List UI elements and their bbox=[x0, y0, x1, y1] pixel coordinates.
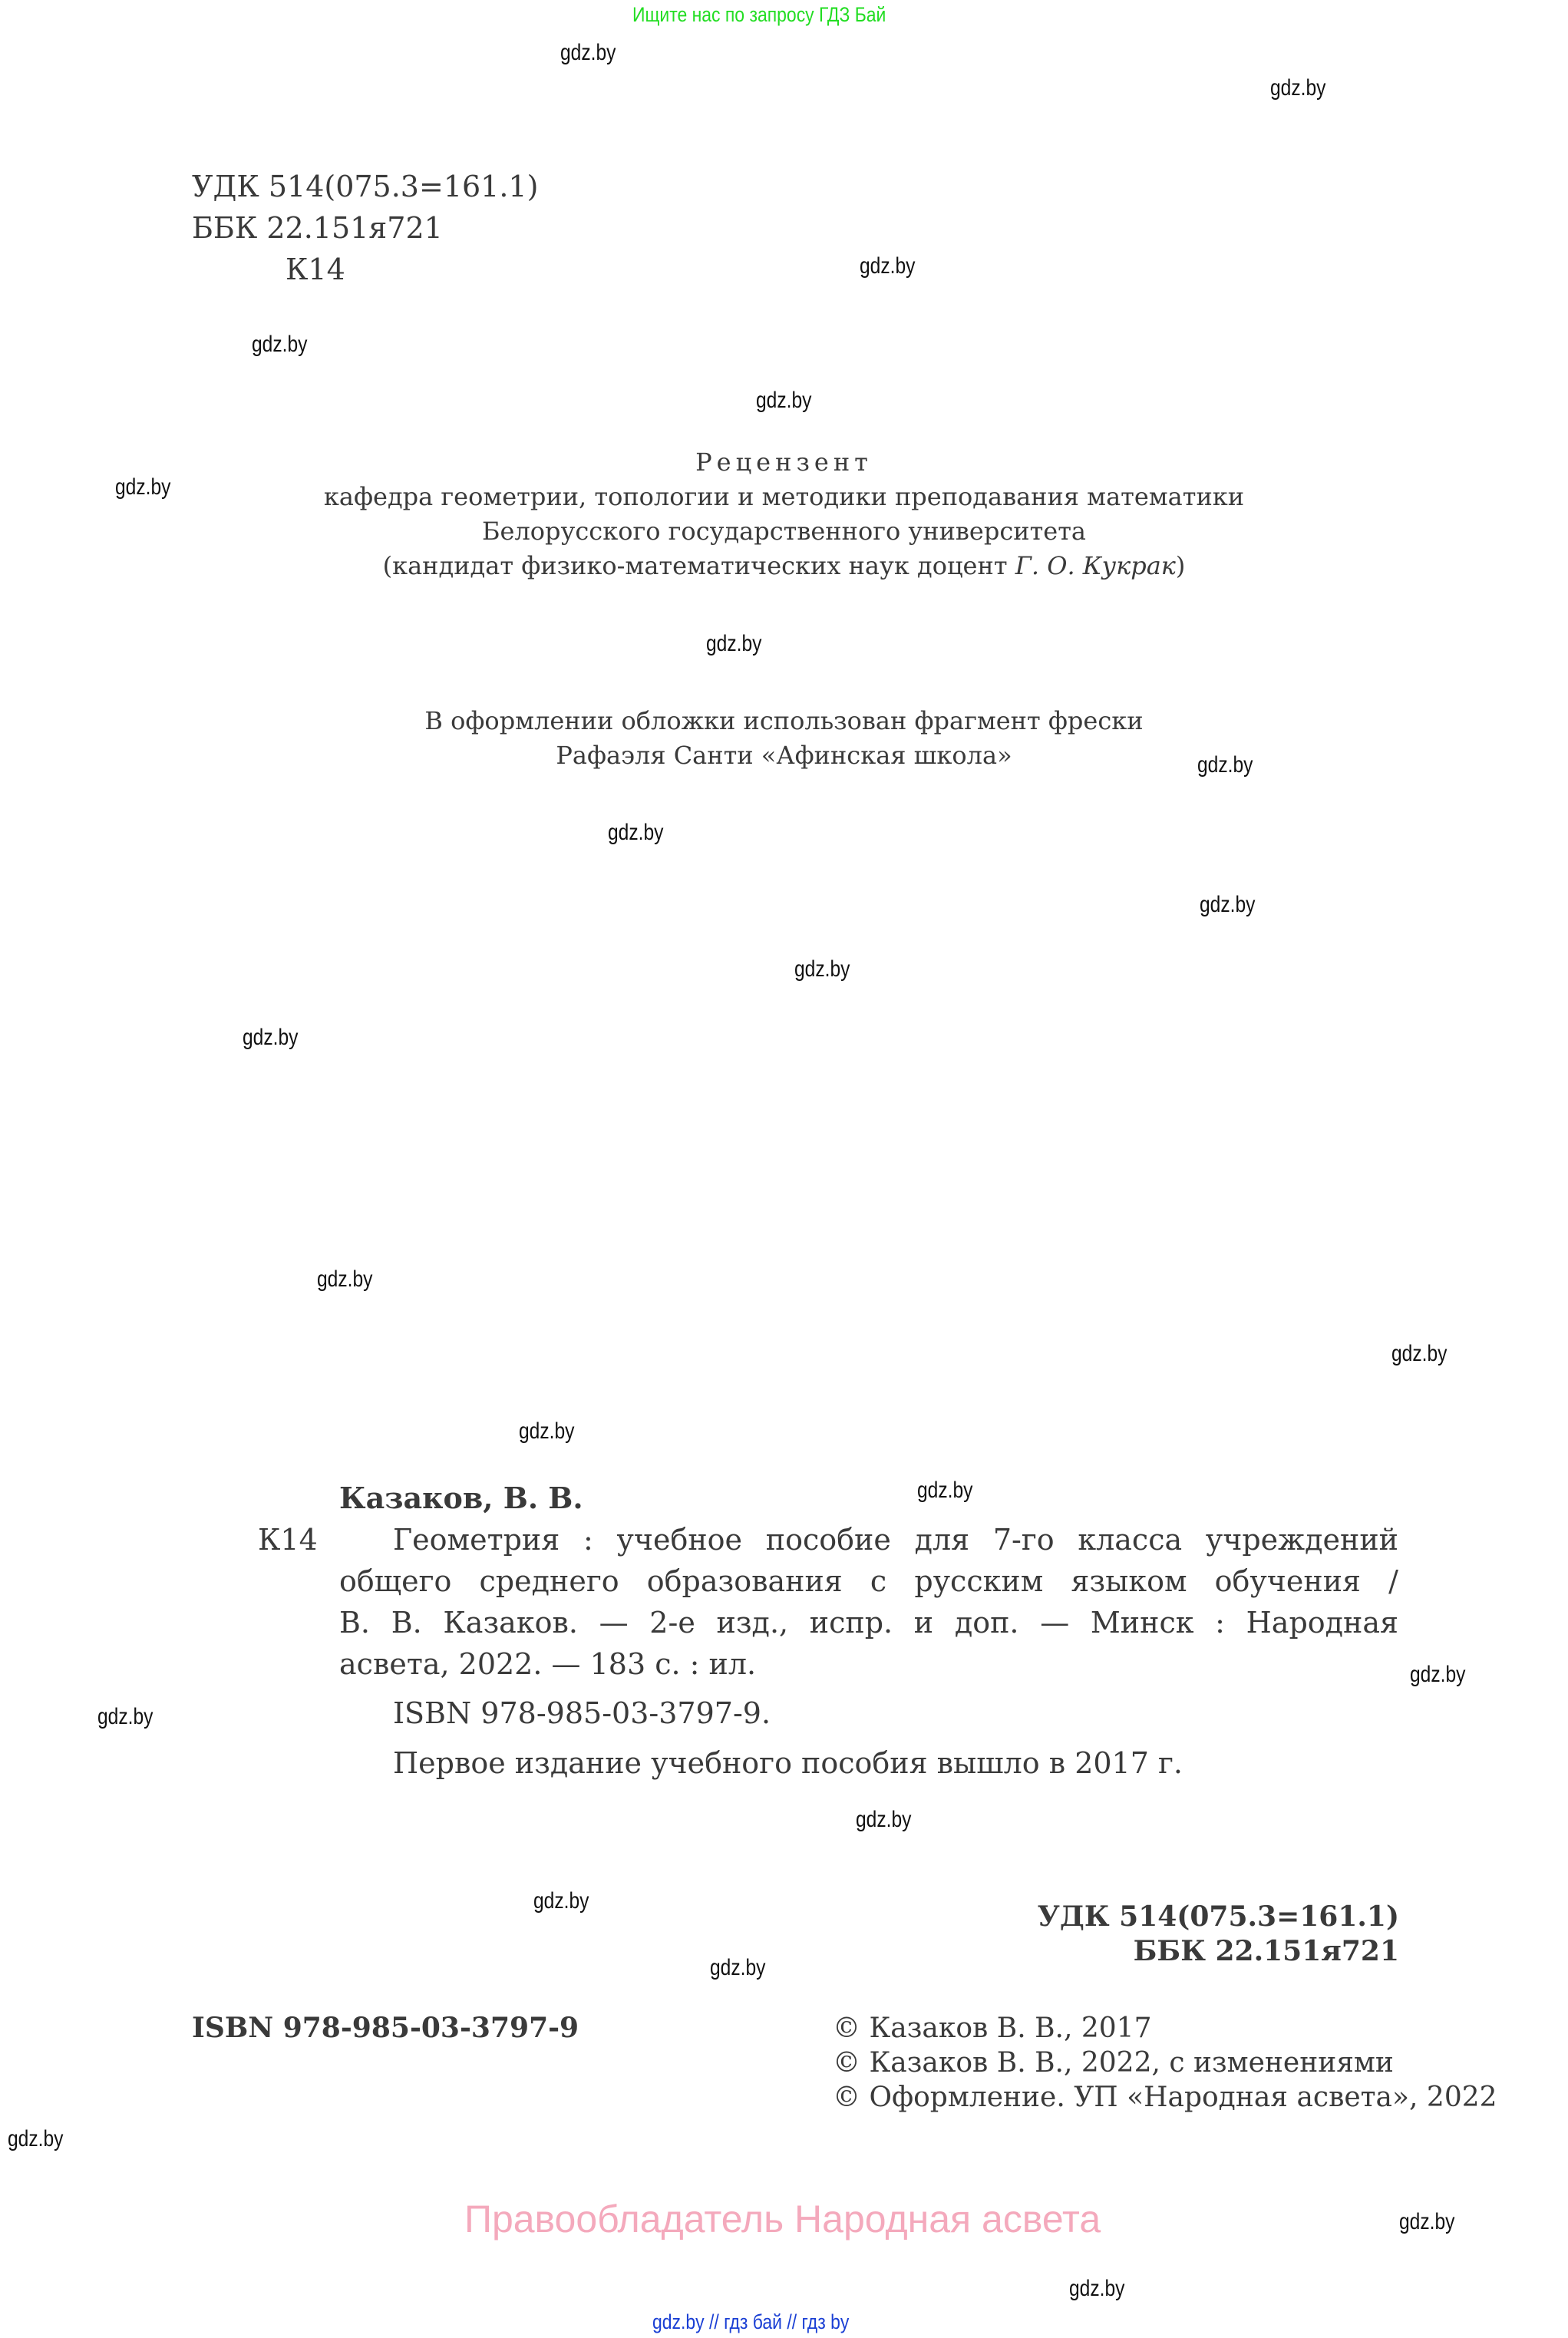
watermark: gdz.by bbox=[533, 1888, 589, 1914]
reviewer-line-1: кафедра геометрии, топологии и методики преподавания математики bbox=[323, 482, 1245, 511]
watermark: gdz.by bbox=[794, 956, 850, 982]
watermark: gdz.by bbox=[917, 1478, 973, 1503]
watermark: gdz.by bbox=[1197, 752, 1253, 778]
cover-note-line-1: В оформлении обложки использован фрагмент фрески bbox=[424, 706, 1144, 735]
rights-holder-watermark: Правообладатель Народная асвета bbox=[464, 2198, 1101, 2241]
watermark: gdz.by bbox=[115, 474, 171, 500]
bibliographic-isbn: ISBN 978-985-03-3797-9. bbox=[393, 1696, 771, 1730]
search-banner[interactable]: Ищите нас по запросу ГДЗ Бай bbox=[632, 3, 886, 26]
bbk-code: ББК 22.151я721 bbox=[192, 211, 443, 245]
watermark: gdz.by bbox=[97, 1704, 153, 1729]
bibliographic-line-3: В. В. Казаков. — 2-е изд., испр. и доп. — Минск : Народная bbox=[339, 1606, 1398, 1640]
reviewer-line-3 bbox=[0, 549, 1568, 583]
watermark: gdz.by bbox=[8, 2126, 64, 2151]
watermark: gdz.by bbox=[252, 332, 308, 357]
bibliographic-mark: К14 bbox=[258, 1523, 318, 1557]
watermark: gdz.by bbox=[560, 40, 616, 65]
watermark: gdz.by bbox=[1391, 1341, 1448, 1366]
first-edition-note: Первое издание учебного пособия вышло в 2017 г. bbox=[393, 1746, 1183, 1780]
reviewer-name: Г. О. Кукрак bbox=[1015, 551, 1176, 580]
footer-bbk-code: ББК 22.151я721 bbox=[1133, 1935, 1399, 1967]
reviewer-line-2: Белорусского государственного университета bbox=[481, 517, 1086, 546]
author-mark: К14 bbox=[286, 253, 345, 286]
watermark: gdz.by bbox=[519, 1418, 575, 1444]
watermark: gdz.by bbox=[317, 1266, 373, 1292]
watermark: gdz.by bbox=[1399, 2209, 1455, 2234]
watermark: gdz.by bbox=[1069, 2276, 1125, 2301]
bibliographic-line-4: асвета, 2022. — 183 с. : ил. bbox=[339, 1647, 757, 1681]
bottom-site-links[interactable]: gdz.by // гдз бай // гдз by bbox=[652, 2310, 850, 2333]
copyright-line-3: © Оформление. УП «Народная асвета», 2022 bbox=[833, 2082, 1497, 2113]
watermark: gdz.by bbox=[608, 820, 664, 845]
reviewer-title bbox=[0, 445, 1568, 480]
bibliographic-line-1: Геометрия : учебное пособие для 7-го класса учреждений bbox=[393, 1523, 1398, 1557]
watermark: gdz.by bbox=[710, 1955, 766, 1980]
udk-code: УДК 514(075.3=161.1) bbox=[192, 170, 539, 203]
watermark: gdz.by bbox=[243, 1025, 299, 1050]
watermark: gdz.by bbox=[756, 388, 812, 413]
author-heading: Казаков, В. В. bbox=[339, 1481, 583, 1515]
copyright-line-2: © Казаков В. В., 2022, с изменениями bbox=[833, 2047, 1394, 2079]
watermark: gdz.by bbox=[856, 1807, 912, 1832]
bibliographic-line-2: общего среднего образования с русским языком обучения / bbox=[339, 1564, 1398, 1598]
reviewer-title-text: Рецензент bbox=[695, 447, 873, 477]
watermark: gdz.by bbox=[860, 253, 916, 279]
isbn-bold: ISBN 978-985-03-3797-9 bbox=[192, 2012, 579, 2044]
cover-note-line-2: Рафаэля Санти «Афинская школа» bbox=[556, 741, 1012, 770]
watermark: gdz.by bbox=[1200, 892, 1256, 917]
reviewer-close-paren: ) bbox=[1175, 551, 1186, 580]
watermark: gdz.by bbox=[706, 631, 762, 656]
footer-udk-code: УДК 514(075.3=161.1) bbox=[1037, 1900, 1399, 1933]
copyright-line-1: © Казаков В. В., 2017 bbox=[833, 2013, 1152, 2044]
reviewer-credentials: (кандидат физико-математических наук доцент bbox=[382, 551, 1015, 580]
watermark: gdz.by bbox=[1270, 75, 1326, 101]
watermark: gdz.by bbox=[1410, 1662, 1466, 1687]
